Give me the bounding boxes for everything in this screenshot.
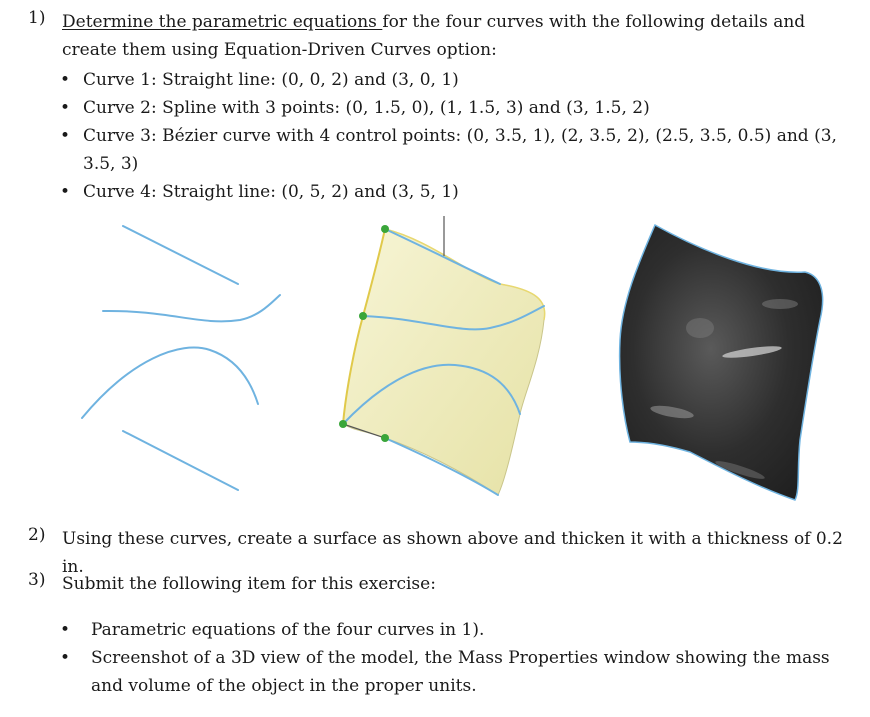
curve-1-line: [123, 226, 238, 284]
list-item: • Parametric equations of the four curves in 1).: [60, 616, 840, 644]
control-point: [359, 312, 367, 320]
question-text: Using these curves, create a surface as shown above and thicken it with a thickness of 0.2 in.: [62, 529, 843, 577]
underlined-phrase: Determine the parametric equations: [62, 12, 383, 32]
solid-body: [620, 225, 823, 500]
curve-list: [60, 66, 860, 206]
question-number: 2): [28, 525, 46, 545]
question-text: Submit the following item for this exercise:: [62, 574, 436, 594]
surface-figure: [70, 210, 830, 505]
wire-curves: [82, 226, 280, 490]
control-point: [381, 434, 389, 442]
list-item: • Curve 2: Spline with 3 points: (0, 1.5, 0), (1, 1.5, 3) and (3, 1.5, 2): [60, 94, 860, 122]
curve-3-bezier: [82, 348, 258, 418]
submission-list: [60, 616, 840, 700]
question-text-rest: for the four curves with the following details and create them using Equation-Driven Curves option:: [62, 12, 806, 60]
list-item: • Screenshot of a 3D view of the model, the Mass Properties window showing the mass and volume of the object in the proper units.: [60, 644, 840, 700]
question-text: [62, 8, 852, 64]
list-item: • Curve 3: Bézier curve with 4 control points: (0, 3.5, 1), (2, 3.5, 2), (2.5, 3.5, 0.5) and (3, 3.5, 3): [60, 122, 860, 178]
list-item: • Curve 4: Straight line: (0, 5, 2) and (3, 5, 1): [60, 178, 860, 206]
surface-body: [343, 229, 545, 495]
question-number: 3): [28, 570, 46, 590]
lofted-surface: [339, 216, 545, 495]
curve-4-line: [123, 431, 238, 490]
thickened-solid: [620, 225, 823, 500]
question-number: 1): [28, 8, 46, 28]
control-point: [381, 225, 389, 233]
control-point: [339, 420, 347, 428]
curve-2-spline: [103, 295, 280, 321]
list-item: • Curve 1: Straight line: (0, 0, 2) and (3, 0, 1): [60, 66, 860, 94]
